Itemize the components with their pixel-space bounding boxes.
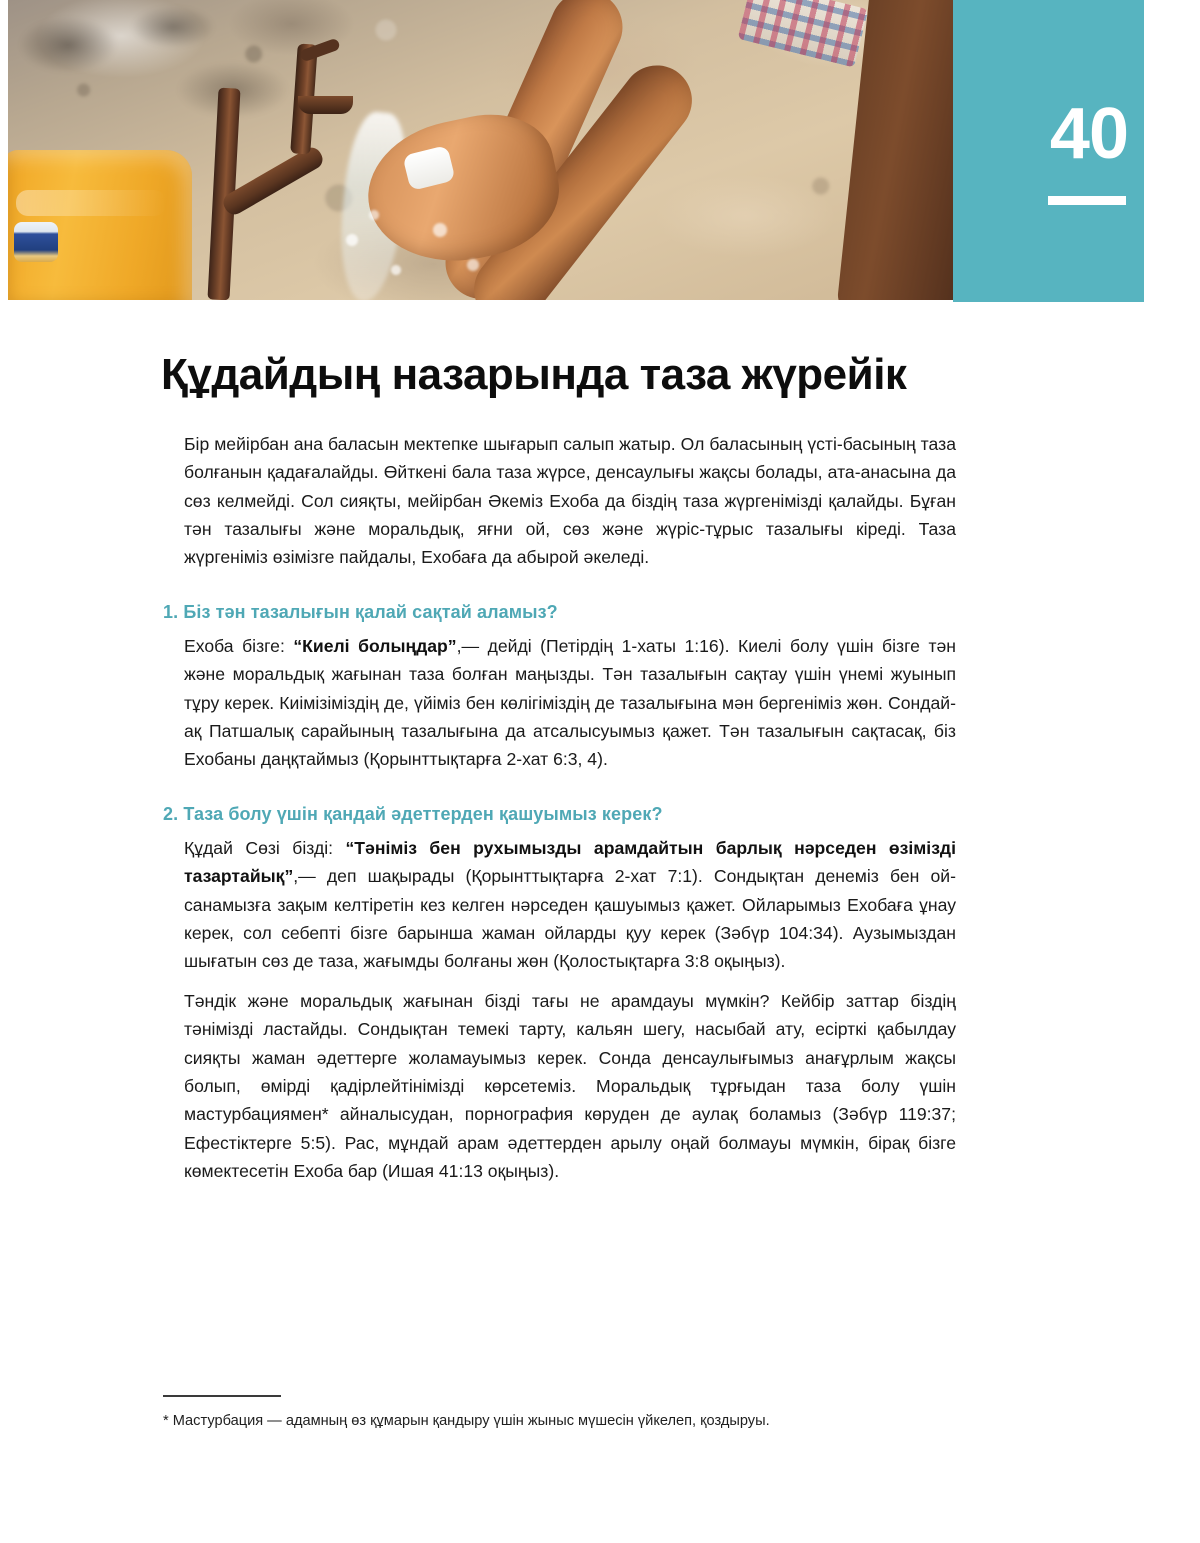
answer-body-2: [184, 834, 956, 1186]
intro-paragraph: Бір мейірбан ана баласын мектепке шығарып салып жатыр. Ол баласының үсті-басының таза болғанын қадағалайды. Өйткені бала таза жүрсе, денсаулығы жақсы болады, ата-анасына да сөз келмейді. Сол сияқты, мейірбан Әкеміз Ехоба да біздің таза жүргенімізді қалайды. Бұған тән тазалығы және моральдық, яғни ой, сөз және жүріс-тұрыс тазалығы кіреді. Таза жүргеніміз өзімізге пайдалы, Ехобаға да абырой әкеледі.: [184, 433, 956, 568]
footnote-text: * Мастурбация — адамның өз құмарын қандыру үшін жыныс мүшесін үйкелеп, қоздыруы.: [163, 1412, 770, 1429]
paragraph-run: Ехоба бізге:: [184, 635, 294, 656]
answer-paragraph: [184, 987, 956, 1186]
question-heading-2: [163, 804, 956, 825]
photo-tap-spout-tip: [298, 96, 353, 114]
question-number: 1.: [163, 601, 179, 622]
page-number-block: [953, 0, 1144, 302]
question-number: 2.: [163, 803, 179, 824]
article-body: [184, 430, 956, 572]
article-sections: [0, 602, 1200, 1186]
photo-rocks: [8, 0, 308, 150]
answer-paragraph: [184, 834, 956, 976]
scripture-quote: “Тәніміз бен рухымызды арамдайтын барлық нәрседен өзімізді тазартайық”: [184, 837, 956, 887]
question-text: Таза болу үшін қандай әдеттерден қашуымыз керек?: [178, 803, 663, 824]
page-title: Құдайдың назарында таза жүрейік: [161, 350, 907, 399]
answer-body-1: [184, 632, 956, 774]
banner-photo: [8, 0, 953, 300]
footnote-divider: [163, 1395, 281, 1397]
article: [0, 350, 1200, 1186]
paragraph-run: Құдай Сөзі бізді:: [184, 837, 346, 858]
photo-yellow-jerrycan: [8, 150, 192, 300]
question-text: Біз тән тазалығын қалай сақтай аламыз?: [178, 601, 558, 622]
paragraph-run: ,— деп шақырады (Қорынттықтарға 2-хат 7:1). Сондықтан денеміз бен ой-санамызға зақым келтіретін кез келген нәрседен қашуымыз қажет. Ойларымыз Ехобаға ұнау керек, сол себепті бізге барынша жаман ойларды қуу керек (Зәбүр 104:34). Аузымыздан шығатын сөз де таза, жағымды болғаны жөн (Қолостықтарға 3:8 оқыңыз).: [184, 866, 956, 972]
paragraph-run: Тәндік және моральдық жағынан бізді тағы не арамдауы мүмкін? Кейбір заттар біздің тәнімізді ластайды. Сондықтан темекі тарту, кальян шегу, насыбай ату, есірткі қабылдау сияқты жаман әдеттерге жоламауымыз керек. Сонда денсаулығымыз анағұрлым жақсы болып, өмірді қадірлейтінімізді көрсетеміз. Моральдық тұрғыдан таза болу үшін мастурбациямен* айналысудан, порнография көруден де аулақ боламыз (Зәбүр 119:37; Ефестіктерге 5:5). Рас, мұндай арам әдеттерден арылу оңай болмауы мүмкін, бірақ бізге көмектесетін Ехоба бар (Ишая 41:13 оқыңыз).: [184, 990, 956, 1182]
question-heading-1: [163, 602, 956, 623]
page-number: 40: [1049, 94, 1128, 174]
photo-water-splash: [308, 200, 528, 300]
photo-jerrycan-cap: [14, 222, 58, 262]
page-number-underline: [1048, 196, 1126, 205]
paragraph-run: ,— дейді (Петірдің 1-хаты 1:16). Киелі болу үшін бізге тән және моральдық жағынан таза болған маңызды. Тән тазалығын сақтау үшін үнемі жуынып тұру керек. Киімізіміздің де, үйіміз бен көлігіміздің де тазалығына мән бергеніміз жөн. Сондай-ақ Патшалық сарайының тазалығына да атсалысуымыз қажет. Тән тазалығын сақтасақ, біз Ехобаны даңқтаймыз (Қорынттықтарға 2-хат 6:3, 4).: [184, 635, 956, 770]
scripture-quote: “Киелі болыңдар”: [293, 635, 457, 656]
page-banner: [0, 0, 1200, 302]
answer-paragraph: [184, 632, 956, 774]
footnote: [163, 1395, 963, 1431]
